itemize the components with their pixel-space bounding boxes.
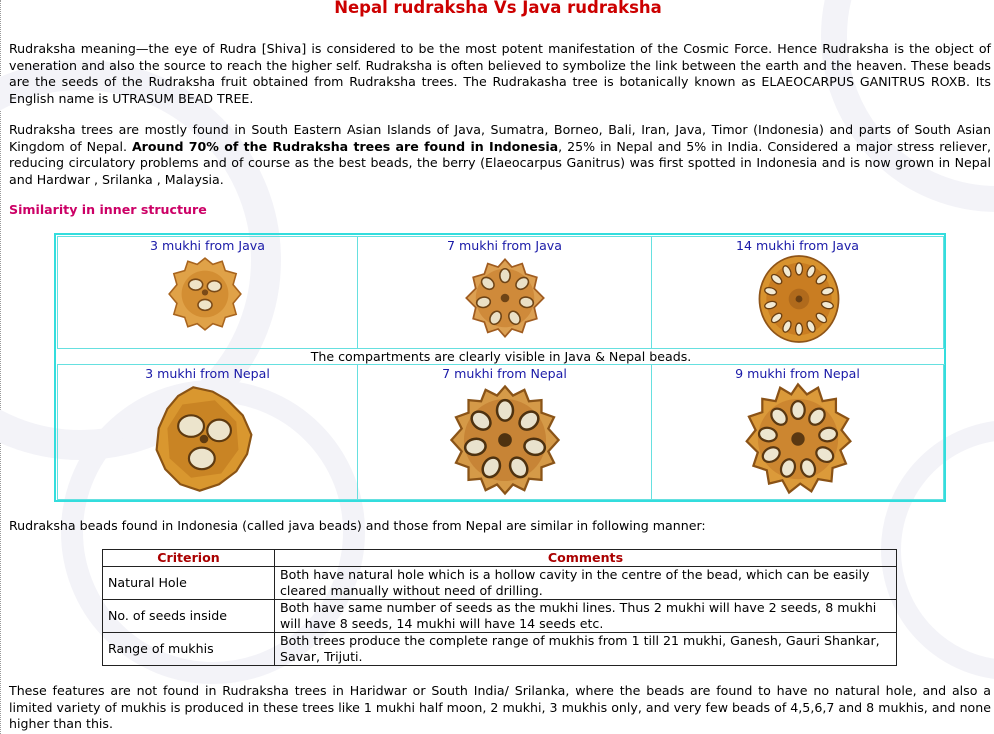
intro-paragraph: Rudraksha meaning—the eye of Rudra [Shiva] is considered to be the most potent manifestation of the Cosmic Force. Hence Rudraksha is the object of veneration and also the source to reach the higher self. Rudraksha is often believed to symbolize the link between the earth and the heaven. These beads are the seeds of the Rudraksha fruit obtained from Rudraksha trees. The Rudrakasha tree is botanically known as ELAEOCARPUS GANITRUS ROXB. Its English name is UTRASUM BEAD TREE. — [9, 41, 991, 106]
bead-caption: 3 mukhi from Java — [150, 238, 265, 253]
similarity-intro: Rudraksha beads found in Indonesia (called java beads) and those from Nepal are similar in following manner: — [9, 518, 706, 533]
column-header-criterion: Criterion — [103, 550, 275, 567]
distribution-paragraph — [9, 122, 991, 188]
bead-comparison-grid — [54, 233, 946, 502]
table-row — [103, 567, 897, 600]
criterion-cell: No. of seeds inside — [103, 600, 275, 633]
grid-cell-nepal-3 — [57, 364, 358, 500]
criterion-cell: Natural Hole — [103, 567, 275, 600]
section-heading: Similarity in inner structure — [9, 202, 207, 217]
grid-cell-nepal-9 — [651, 364, 944, 500]
page-title: Nepal rudraksha Vs Java rudraksha — [334, 0, 662, 17]
grid-caption-row: The compartments are clearly visible in Java & Nepal beads. — [57, 348, 945, 365]
distribution-text-after: , 25% in Nepal and 5% in India. Considered a major stress reliever, reducing circulatory problems and of course as the best beads, the berry (Elaeocarpus Ganitrus) was first spotted in Indonesia and is now grown in Nepal and Hardwar , Srilanka , Malaysia. — [9, 138, 991, 187]
comparison-table — [102, 549, 897, 666]
bead-caption: 3 mukhi from Nepal — [145, 366, 270, 381]
bead-image-nepal-9-mukhi — [742, 381, 854, 497]
bead-image-java-7-mukhi — [462, 255, 548, 341]
bead-image-java-14-mukhi — [756, 253, 842, 345]
bead-image-nepal-3-mukhi — [150, 383, 258, 495]
comment-cell: Both have natural hole which is a hollow cavity in the centre of the bead, which can be easily cleared manually without need of drilling. — [275, 567, 897, 600]
grid-cell-java-3 — [57, 236, 358, 349]
distribution-text-before: Rudraksha trees are mostly found in South Eastern Asian Islands of Java, Sumatra, Borneo, Bali, Iran, Java, Timor (Indonesia) and parts of South Asian Kingdom of Nepal. — [9, 122, 991, 154]
comment-cell: Both have same number of seeds as the mukhi lines. Thus 2 mukhi will have 2 seeds, 8 mukhi will have 8 seeds, 14 mukhi will have 14 seeds etc. — [275, 600, 897, 633]
bead-caption: 14 mukhi from Java — [736, 238, 859, 253]
bead-caption: 9 mukhi from Nepal — [735, 366, 860, 381]
closing-paragraph: These features are not found in Rudraksha trees in Haridwar or South India/ Srilanka, where the beads are found to have no natural hole, and also a limited variety of mukhis is produced in these trees like 1 mukhi half moon, 2 mukhi, 3 mukhis only, and very few beads of 4,5,6,7 and 8 mukhis, and none higher than this. — [9, 683, 991, 731]
criterion-cell: Range of mukhis — [103, 633, 275, 666]
table-row — [103, 633, 897, 666]
table-header-row — [103, 550, 897, 567]
bead-image-nepal-7-mukhi — [448, 383, 562, 497]
column-header-comments: Comments — [275, 550, 897, 567]
grid-cell-nepal-7 — [357, 364, 652, 500]
comment-cell: Both trees produce the complete range of mukhis from 1 till 21 mukhi, Ganesh, Gauri Shankar, Savar, Trijuti. — [275, 633, 897, 666]
bead-image-java-3-mukhi — [166, 255, 244, 333]
bead-caption: 7 mukhi from Nepal — [442, 366, 567, 381]
distribution-text-bold: Around 70% of the Rudraksha trees are found in Indonesia — [131, 138, 559, 154]
grid-cell-java-14 — [651, 236, 944, 349]
bead-caption: 7 mukhi from Java — [447, 238, 562, 253]
grid-cell-java-7 — [357, 236, 652, 349]
table-row — [103, 600, 897, 633]
